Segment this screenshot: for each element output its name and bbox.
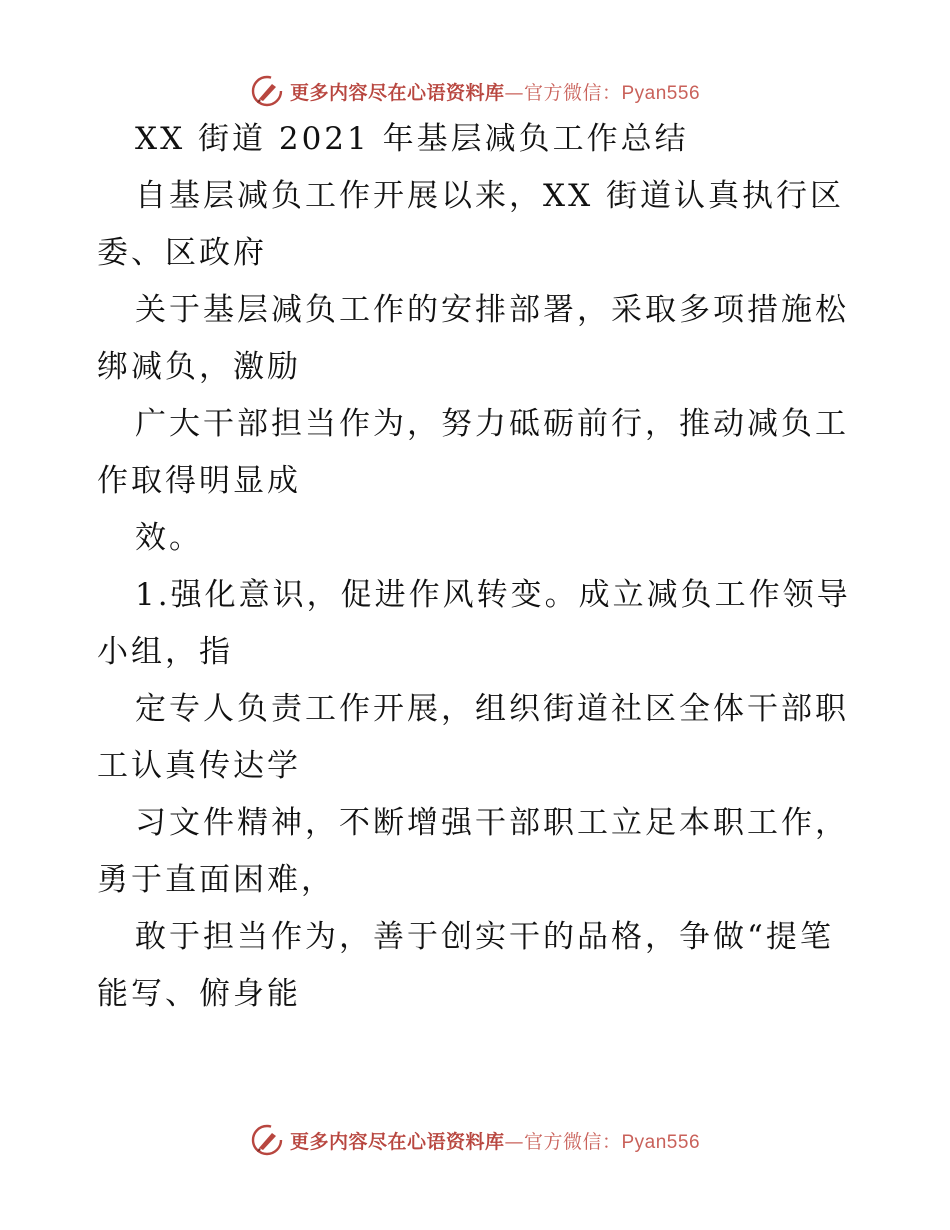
pen-logo-icon: [250, 1123, 284, 1157]
text-line: 习文件精神，不断增强干部职工立足本职工作，: [135, 805, 849, 841]
watermark-label: 官方微信：: [523, 81, 622, 104]
text-line: 绑减负，激励: [97, 349, 301, 385]
watermark-group: [250, 74, 700, 108]
text-line: 工认真传达学: [97, 748, 301, 784]
text-line: 小组，指: [97, 634, 233, 670]
text-line: 勇于直面困难，: [97, 862, 335, 898]
footer-watermark: [0, 1120, 950, 1160]
text-line: 关于基层减负工作的安排部署，采取多项措施松: [135, 292, 849, 328]
text-line: 自基层减负工作开展以来，XX 街道认真执行区: [135, 178, 844, 214]
watermark-group: [250, 1123, 700, 1157]
watermark-brand: 更多内容尽在心语资料库: [289, 1130, 505, 1153]
watermark-dash: —: [504, 1130, 524, 1153]
watermark-wechat-id: Pyan556: [621, 1131, 701, 1153]
watermark-wechat-id: Pyan556: [621, 82, 701, 104]
text-line: 作取得明显成: [97, 463, 301, 499]
text-line: 1.强化意识，促进作风转变。成立减负工作领导: [135, 577, 851, 613]
pen-logo-icon: [250, 74, 284, 108]
watermark-text: [290, 1127, 700, 1154]
watermark-label: 官方微信：: [523, 1130, 622, 1153]
watermark-dash: —: [504, 81, 524, 104]
watermark-text: [290, 78, 700, 105]
watermark-brand: 更多内容尽在心语资料库: [289, 81, 505, 104]
document-title: XX 街道 2021 年基层减负工作总结: [135, 121, 689, 157]
header-watermark: [0, 71, 950, 111]
text-line: 广大干部担当作为，努力砥砺前行，推动减负工: [135, 406, 849, 442]
text-line: 定专人负责工作开展，组织街道社区全体干部职: [135, 691, 849, 727]
text-line: 效。: [135, 520, 203, 556]
text-line: 委、区政府: [97, 235, 267, 271]
document-body: [97, 121, 857, 1012]
text-line: 能写、俯身能: [97, 976, 301, 1012]
text-line: 敢于担当作为，善于创实干的品格，争做“提笔: [135, 919, 834, 955]
